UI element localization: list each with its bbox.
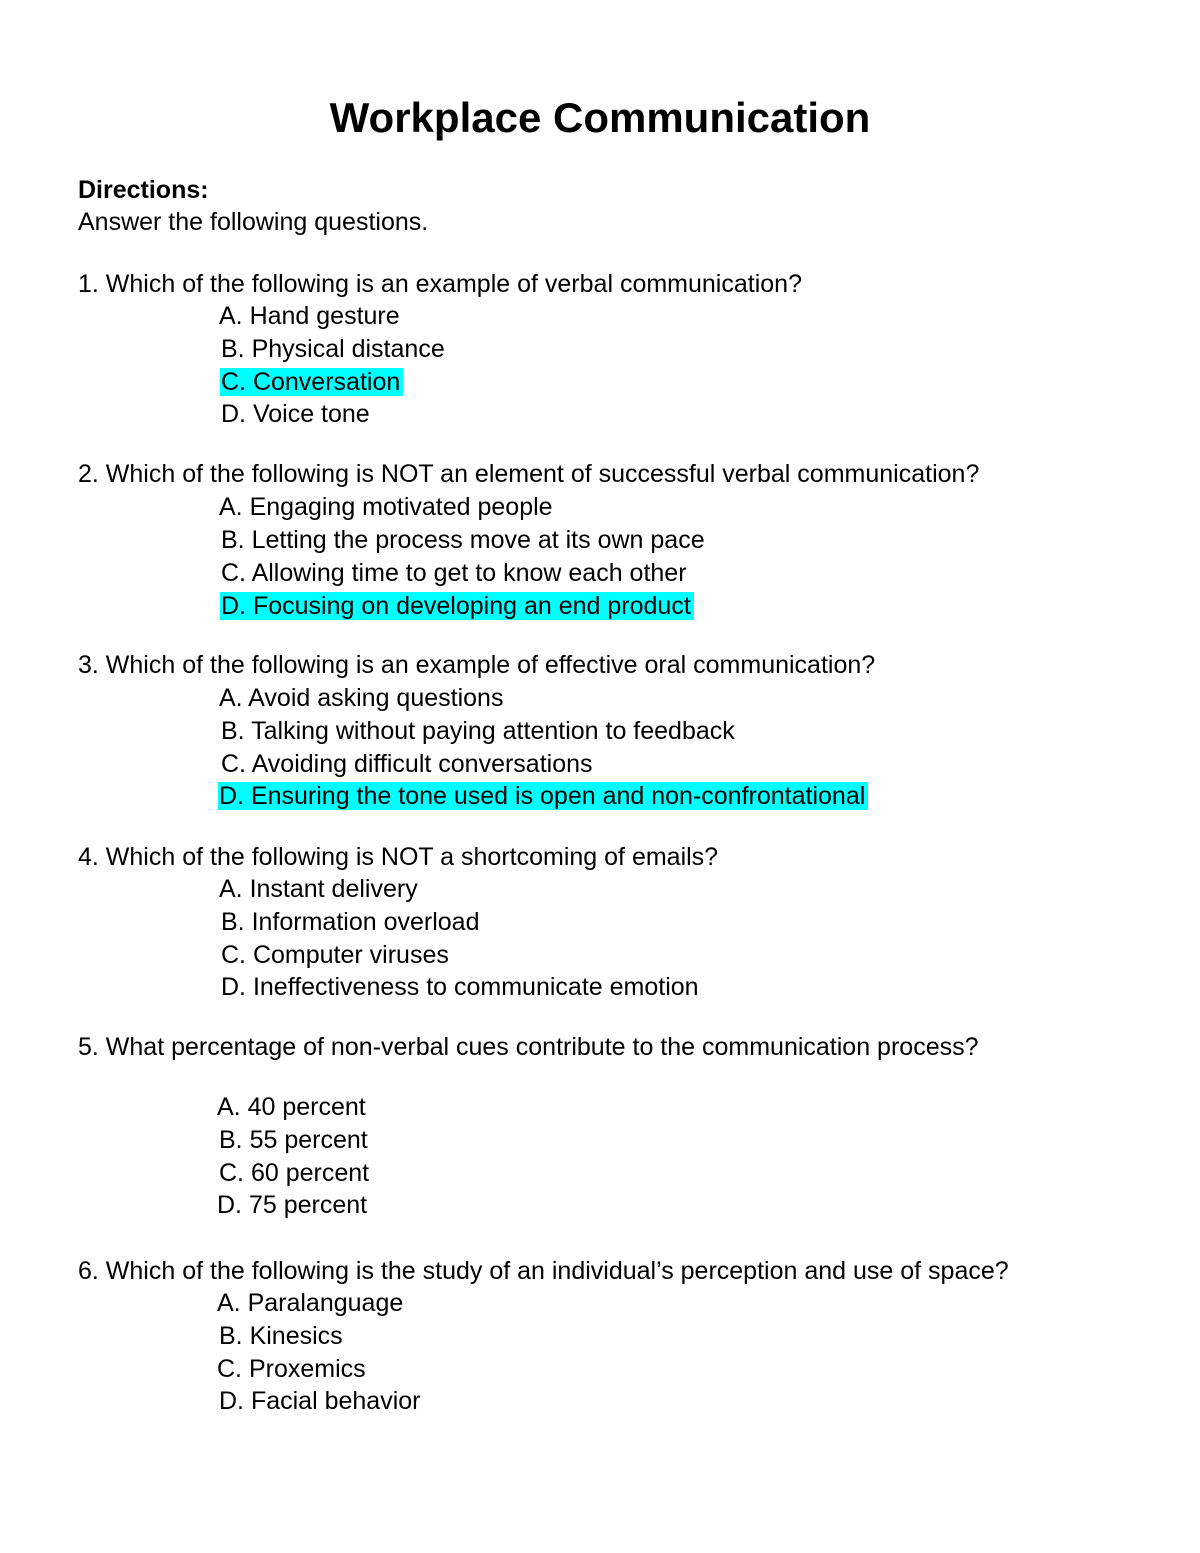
option-b: B. Letting the process move at its own pace: [221, 526, 705, 554]
option-b: B. Kinesics: [219, 1322, 343, 1350]
option-c: C. Allowing time to get to know each other: [221, 559, 687, 587]
question-text: 5. What percentage of non-verbal cues contribute to the communication process?: [78, 1033, 979, 1061]
question-text: 6. Which of the following is the study of an individual’s perception and use of space?: [78, 1257, 1009, 1285]
option-b: B. Information overload: [221, 908, 480, 936]
option-a: A. Avoid asking questions: [219, 684, 504, 712]
option-a: A. Instant delivery: [219, 875, 418, 903]
page-title: Workplace Communication: [329, 94, 871, 141]
option-a: A. Hand gesture: [219, 302, 400, 330]
option-c: C. Conversation: [220, 366, 403, 398]
option-c: C. Proxemics: [217, 1355, 366, 1383]
option-a: A. Paralanguage: [217, 1289, 404, 1317]
option-b: B. 55 percent: [219, 1126, 368, 1154]
option-b: B. Physical distance: [221, 335, 445, 363]
directions-heading: Directions:: [78, 176, 209, 204]
option-d: D. Focusing on developing an end product: [220, 590, 694, 622]
option-d: D. Facial behavior: [219, 1387, 421, 1415]
question-text: 3. Which of the following is an example of effective oral communication?: [78, 651, 876, 679]
option-d: D. Ensuring the tone used is open and non-confrontational: [218, 780, 868, 812]
directions-text: Answer the following questions.: [78, 208, 429, 236]
option-c: C. Avoiding difficult conversations: [221, 750, 593, 778]
option-d: D. 75 percent: [217, 1191, 368, 1219]
question-text: 4. Which of the following is NOT a shortcoming of emails?: [78, 843, 719, 871]
option-c: C. Computer viruses: [221, 941, 449, 969]
option-a: A. 40 percent: [217, 1093, 366, 1121]
option-d: D. Voice tone: [221, 400, 370, 428]
option-a: A. Engaging motivated people: [219, 493, 553, 521]
question-text: 1. Which of the following is an example of verbal communication?: [78, 270, 802, 298]
option-c: C. 60 percent: [219, 1159, 370, 1187]
option-b: B. Talking without paying attention to feedback: [221, 717, 735, 745]
question-text: 2. Which of the following is NOT an element of successful verbal communication?: [78, 460, 980, 488]
option-d: D. Ineffectiveness to communicate emotion: [221, 973, 699, 1001]
